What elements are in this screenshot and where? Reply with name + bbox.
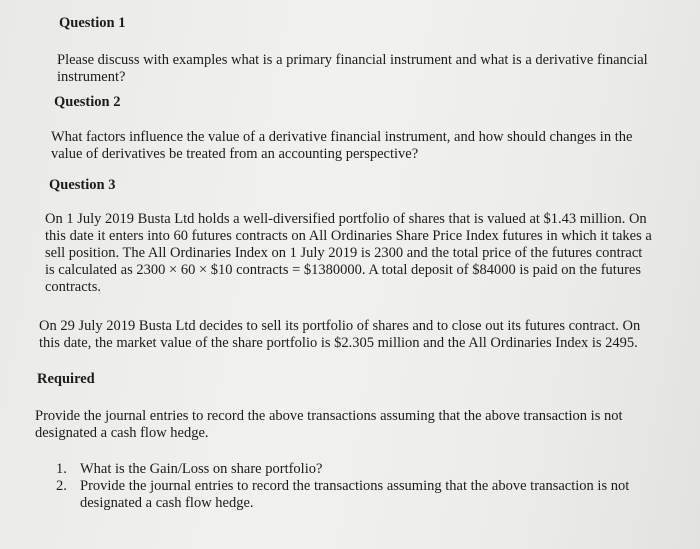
question-1-heading: Question 1 [59, 15, 126, 31]
question-3-p1-line-3: sell position. The All Ordinaries Index on 1 July 2019 is 2300 and the total price of the futures contract [45, 245, 643, 261]
question-3-p2-line-2: this date, the market value of the share portfolio is $2.305 million and the All Ordinaries Index is 2495. [39, 335, 638, 351]
question-3-paragraph-1 [45, 211, 652, 296]
required-line-2: designated a cash flow hedge. [35, 425, 209, 441]
question-1-line-2: instrument? [57, 69, 126, 85]
required-text [35, 408, 623, 442]
question-3-p1-line-4: is calculated as 2300 × 60 × $10 contracts = $1380000. A total deposit of $84000 is paid on the futures [45, 262, 641, 278]
question-3-heading: Question 3 [49, 177, 116, 193]
question-3-p1-line-5: contracts. [45, 279, 101, 295]
list-item-line: What is the Gain/Loss on share portfolio? [80, 461, 323, 477]
required-heading: Required [37, 371, 95, 387]
question-2-line-2: value of derivatives be treated from an accounting perspective? [51, 146, 419, 162]
question-3-p2-line-1: On 29 July 2019 Busta Ltd decides to sell its portfolio of shares and to close out its futures contract. On [39, 318, 641, 334]
list-item-number: 1. [56, 461, 67, 477]
list-item-number: 2. [56, 478, 67, 494]
list-item-line: Provide the journal entries to record the transactions assuming that the above transaction is not [80, 478, 630, 494]
list-item-line: designated a cash flow hedge. [80, 495, 254, 511]
required-list [56, 461, 629, 512]
question-2-heading: Question 2 [54, 94, 121, 110]
question-3-p1-line-1: On 1 July 2019 Busta Ltd holds a well-diversified portfolio of shares that is valued at $1.43 million. On [45, 211, 647, 227]
question-1-line-1: Please discuss with examples what is a primary financial instrument and what is a derivative financial [57, 52, 648, 68]
question-2-text [51, 129, 632, 163]
list-item [56, 478, 629, 512]
list-item [56, 461, 629, 478]
required-line-1: Provide the journal entries to record the above transactions assuming that the above transaction is not [35, 408, 623, 424]
question-3-p1-line-2: this date it enters into 60 futures contracts on All Ordinaries Share Price Index futures in which it takes a [45, 228, 652, 244]
question-3-paragraph-2 [39, 318, 640, 352]
question-2-line-1: What factors influence the value of a derivative financial instrument, and how should changes in the [51, 129, 633, 145]
question-1-text [57, 52, 648, 86]
